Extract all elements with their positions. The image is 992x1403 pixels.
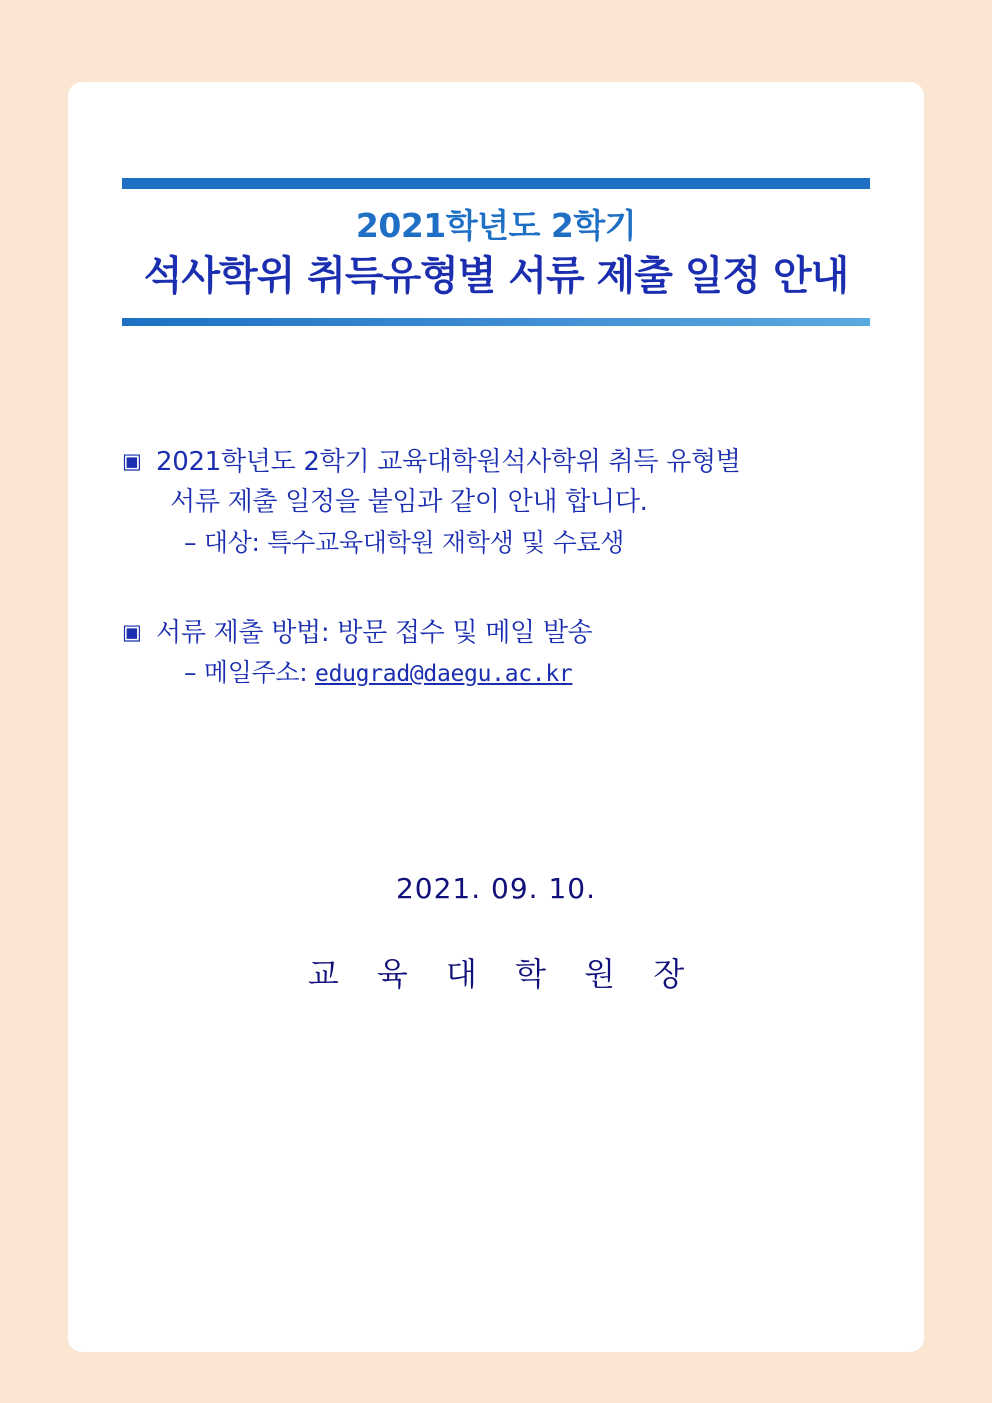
email-label: – 메일주소: <box>184 657 308 687</box>
notice-item-2-first-line <box>122 613 882 653</box>
header-bottom-rule <box>122 318 870 326</box>
notice-item-1 <box>122 442 882 563</box>
notice-item-2-sub1 <box>122 653 882 693</box>
email-link[interactable]: edugrad@daegu.ac.kr <box>315 660 573 687</box>
square-bullet-icon: ▣ <box>122 449 142 473</box>
document-header <box>122 178 870 326</box>
signature-date: 2021. 09. 10. <box>395 872 597 905</box>
notice-item-2 <box>122 613 882 693</box>
signature-area <box>68 872 924 995</box>
page-title-line1: 2021학년도 2학기 <box>355 206 637 245</box>
notice-item-1-sub1: – 대상: 특수교육대학원 재학생 및 수료생 <box>184 527 625 557</box>
signature-issuer: 교 육 대 학 원 장 <box>307 955 699 993</box>
notice-item-1-line1: 2021학년도 2학기 교육대학원석사학위 취득 유형별 <box>156 447 741 477</box>
notice-item-2-line1: 서류 제출 방법: 방문 접수 및 메일 발송 <box>156 617 593 648</box>
notice-item-1-first-line <box>122 442 882 482</box>
title-area <box>122 189 870 312</box>
header-top-rule <box>122 178 870 189</box>
document-body <box>122 442 882 701</box>
square-bullet-icon: ▣ <box>122 619 142 644</box>
notice-item-1-line2: 서류 제출 일정을 붙임과 같이 안내 합니다. <box>170 487 648 518</box>
page-title-line2: 석사학위 취득유형별 서류 제출 일정 안내 <box>143 253 849 300</box>
body-spacer <box>122 571 882 613</box>
document-page <box>68 82 924 1352</box>
